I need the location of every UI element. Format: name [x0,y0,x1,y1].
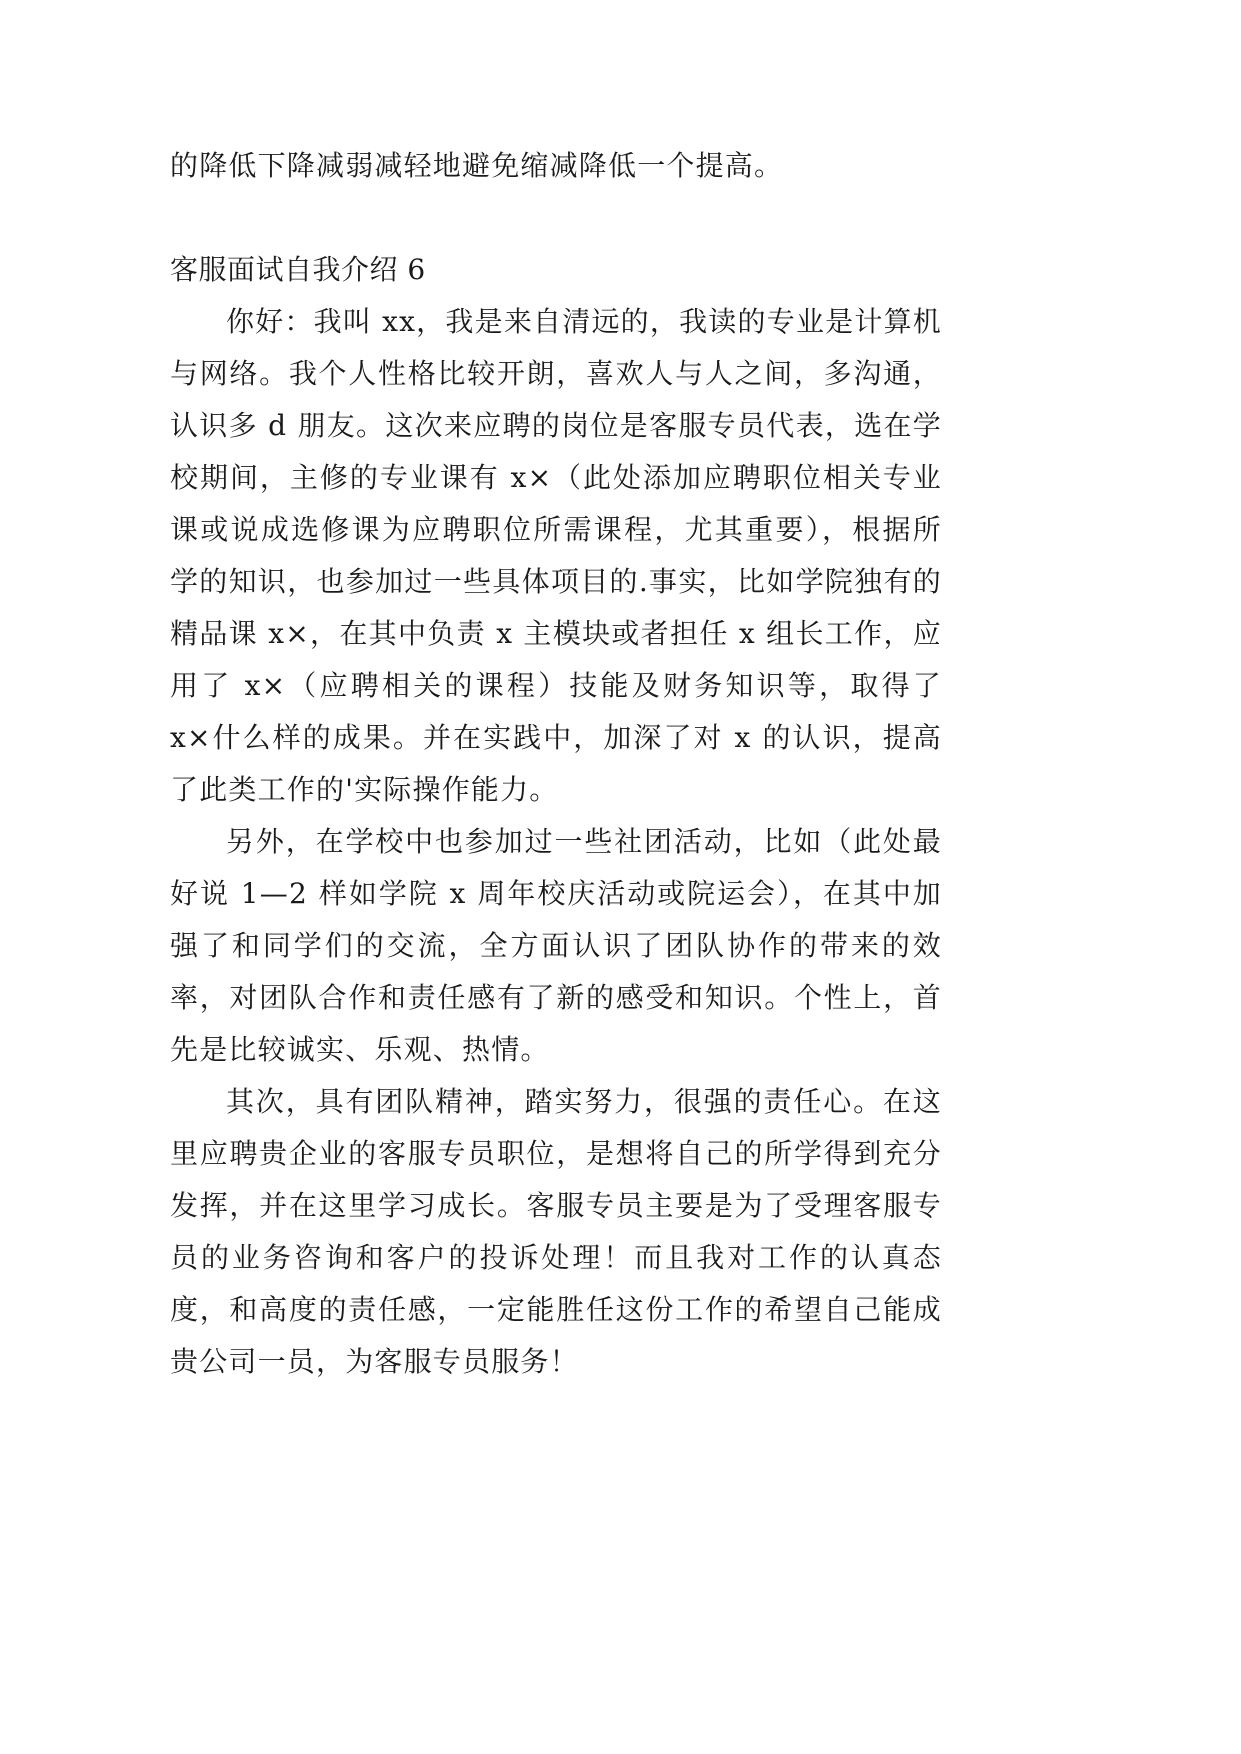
section-heading: 客服面试自我介绍 6 [170,253,426,286]
body-paragraph: 你好：我叫 xx，我是来自清远的，我读的专业是计算机与网络。我个人性格比较开朗，喜欢人与人之间，多沟通，认识多 d 朋友。这次来应聘的岗位是客服专员代表，选在学校期间，主修的专业课有 x×（此处添加应聘职位相关专业课或说成选修课为应聘职位所需课程，尤其重要），根据所学的知识，也参加过一些具体项目的.事实，比如学院独有的精品课 x×，在其中负责 x 主模块或者担任 x 组长工作，应用了 x×（应聘相关的课程）技能及财务知识等，取得了 x×什么样的成果。并在实践中，加深了对 x 的认识，提高了此类工作的'实际操作能力。 [170,305,942,806]
body-paragraph: 另外，在学校中也参加过一些社团活动，比如（此处最好说 1—2 样如学院 x 周年校庆活动或院运会），在其中加强了和同学们的交流，全方面认识了团队协作的带来的效率，对团队合作和责任感有了新的感受和知识。个性上，首先是比较诚实、乐观、热情。 [170,825,942,1066]
body-paragraph: 其次，具有团队精神，踏实努力，很强的责任心。在这里应聘贵企业的客服专员职位，是想将自己的所学得到充分发挥，并在这里学习成长。客服专员主要是为了受理客服专员的业务咨询和客户的投诉处理！而且我对工作的认真态度，和高度的责任感，一定能胜任这份工作的希望自己能成贵公司一员，为客服专员服务！ [170,1085,942,1378]
carry-over-line: 的降低下降减弱减轻地避免缩减降低一个提高。 [170,149,784,182]
